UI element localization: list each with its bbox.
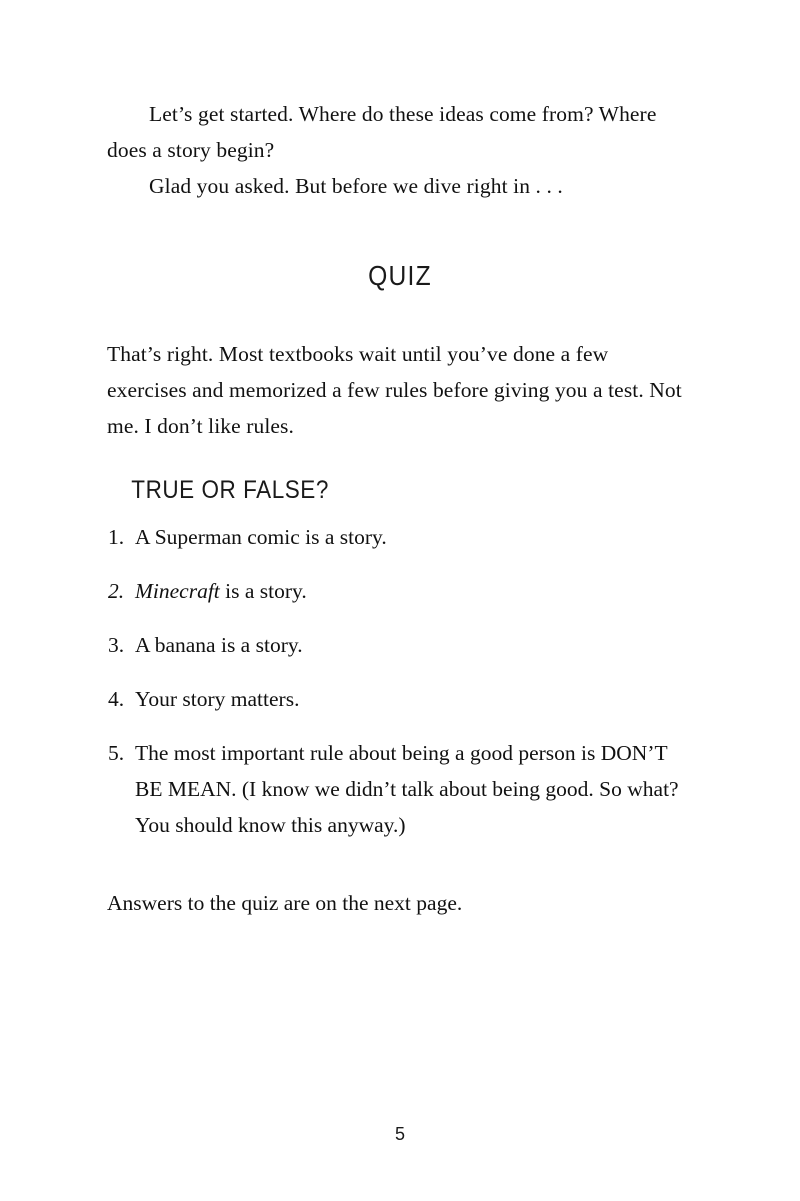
quiz-item-number: 1. xyxy=(108,525,125,549)
quiz-item-text-tail: is a story. xyxy=(219,579,307,603)
page-content xyxy=(107,96,693,921)
quiz-item-number: 5. xyxy=(108,741,125,765)
quiz-list-item xyxy=(107,681,693,717)
page-number: 5 xyxy=(394,1124,405,1144)
quiz-item-text: A Superman comic is a story. xyxy=(135,525,387,549)
quiz-item-italic-title: Minecraft xyxy=(135,579,220,603)
quiz-lead-paragraph: That’s right. Most textbooks wait until you’ve done a few exercises and memorized a few rules before giving you a test. Not me. I don’t like rules. xyxy=(107,342,682,438)
intro-paragraph-1: Let’s get started. Where do these ideas come from? Where does a story begin? xyxy=(107,102,657,162)
intro-block xyxy=(107,96,693,204)
quiz-heading: QUIZ xyxy=(368,260,432,291)
spacer-above-subheading xyxy=(107,444,693,476)
answers-note: Answers to the quiz are on the next page. xyxy=(107,891,463,915)
quiz-list-item xyxy=(107,627,693,663)
quiz-item-number: 2. xyxy=(108,579,125,603)
quiz-item-text: The most important rule about being a good person is DON’T BE MEAN. (I know we didn’t talk about being good. So what? You should know this anyway.) xyxy=(135,741,679,837)
true-or-false-subheading: TRUE OR FALSE? xyxy=(131,476,329,504)
spacer-below-list xyxy=(107,843,693,885)
spacer-below-quiz-heading xyxy=(107,292,693,336)
spacer-above-quiz-heading xyxy=(107,204,693,260)
spacer-below-subheading xyxy=(107,505,693,519)
intro-paragraph-2: Glad you asked. But before we dive right in . . . xyxy=(149,174,563,198)
quiz-item-number: 4. xyxy=(108,687,125,711)
quiz-list-item xyxy=(107,519,693,555)
quiz-list-item xyxy=(107,573,693,609)
quiz-item-text xyxy=(135,579,307,603)
quiz-question-list xyxy=(107,519,693,843)
quiz-item-number: 3. xyxy=(108,633,125,657)
quiz-item-text: A banana is a story. xyxy=(135,633,303,657)
quiz-item-text: Your story matters. xyxy=(135,687,300,711)
quiz-list-item xyxy=(107,735,693,843)
